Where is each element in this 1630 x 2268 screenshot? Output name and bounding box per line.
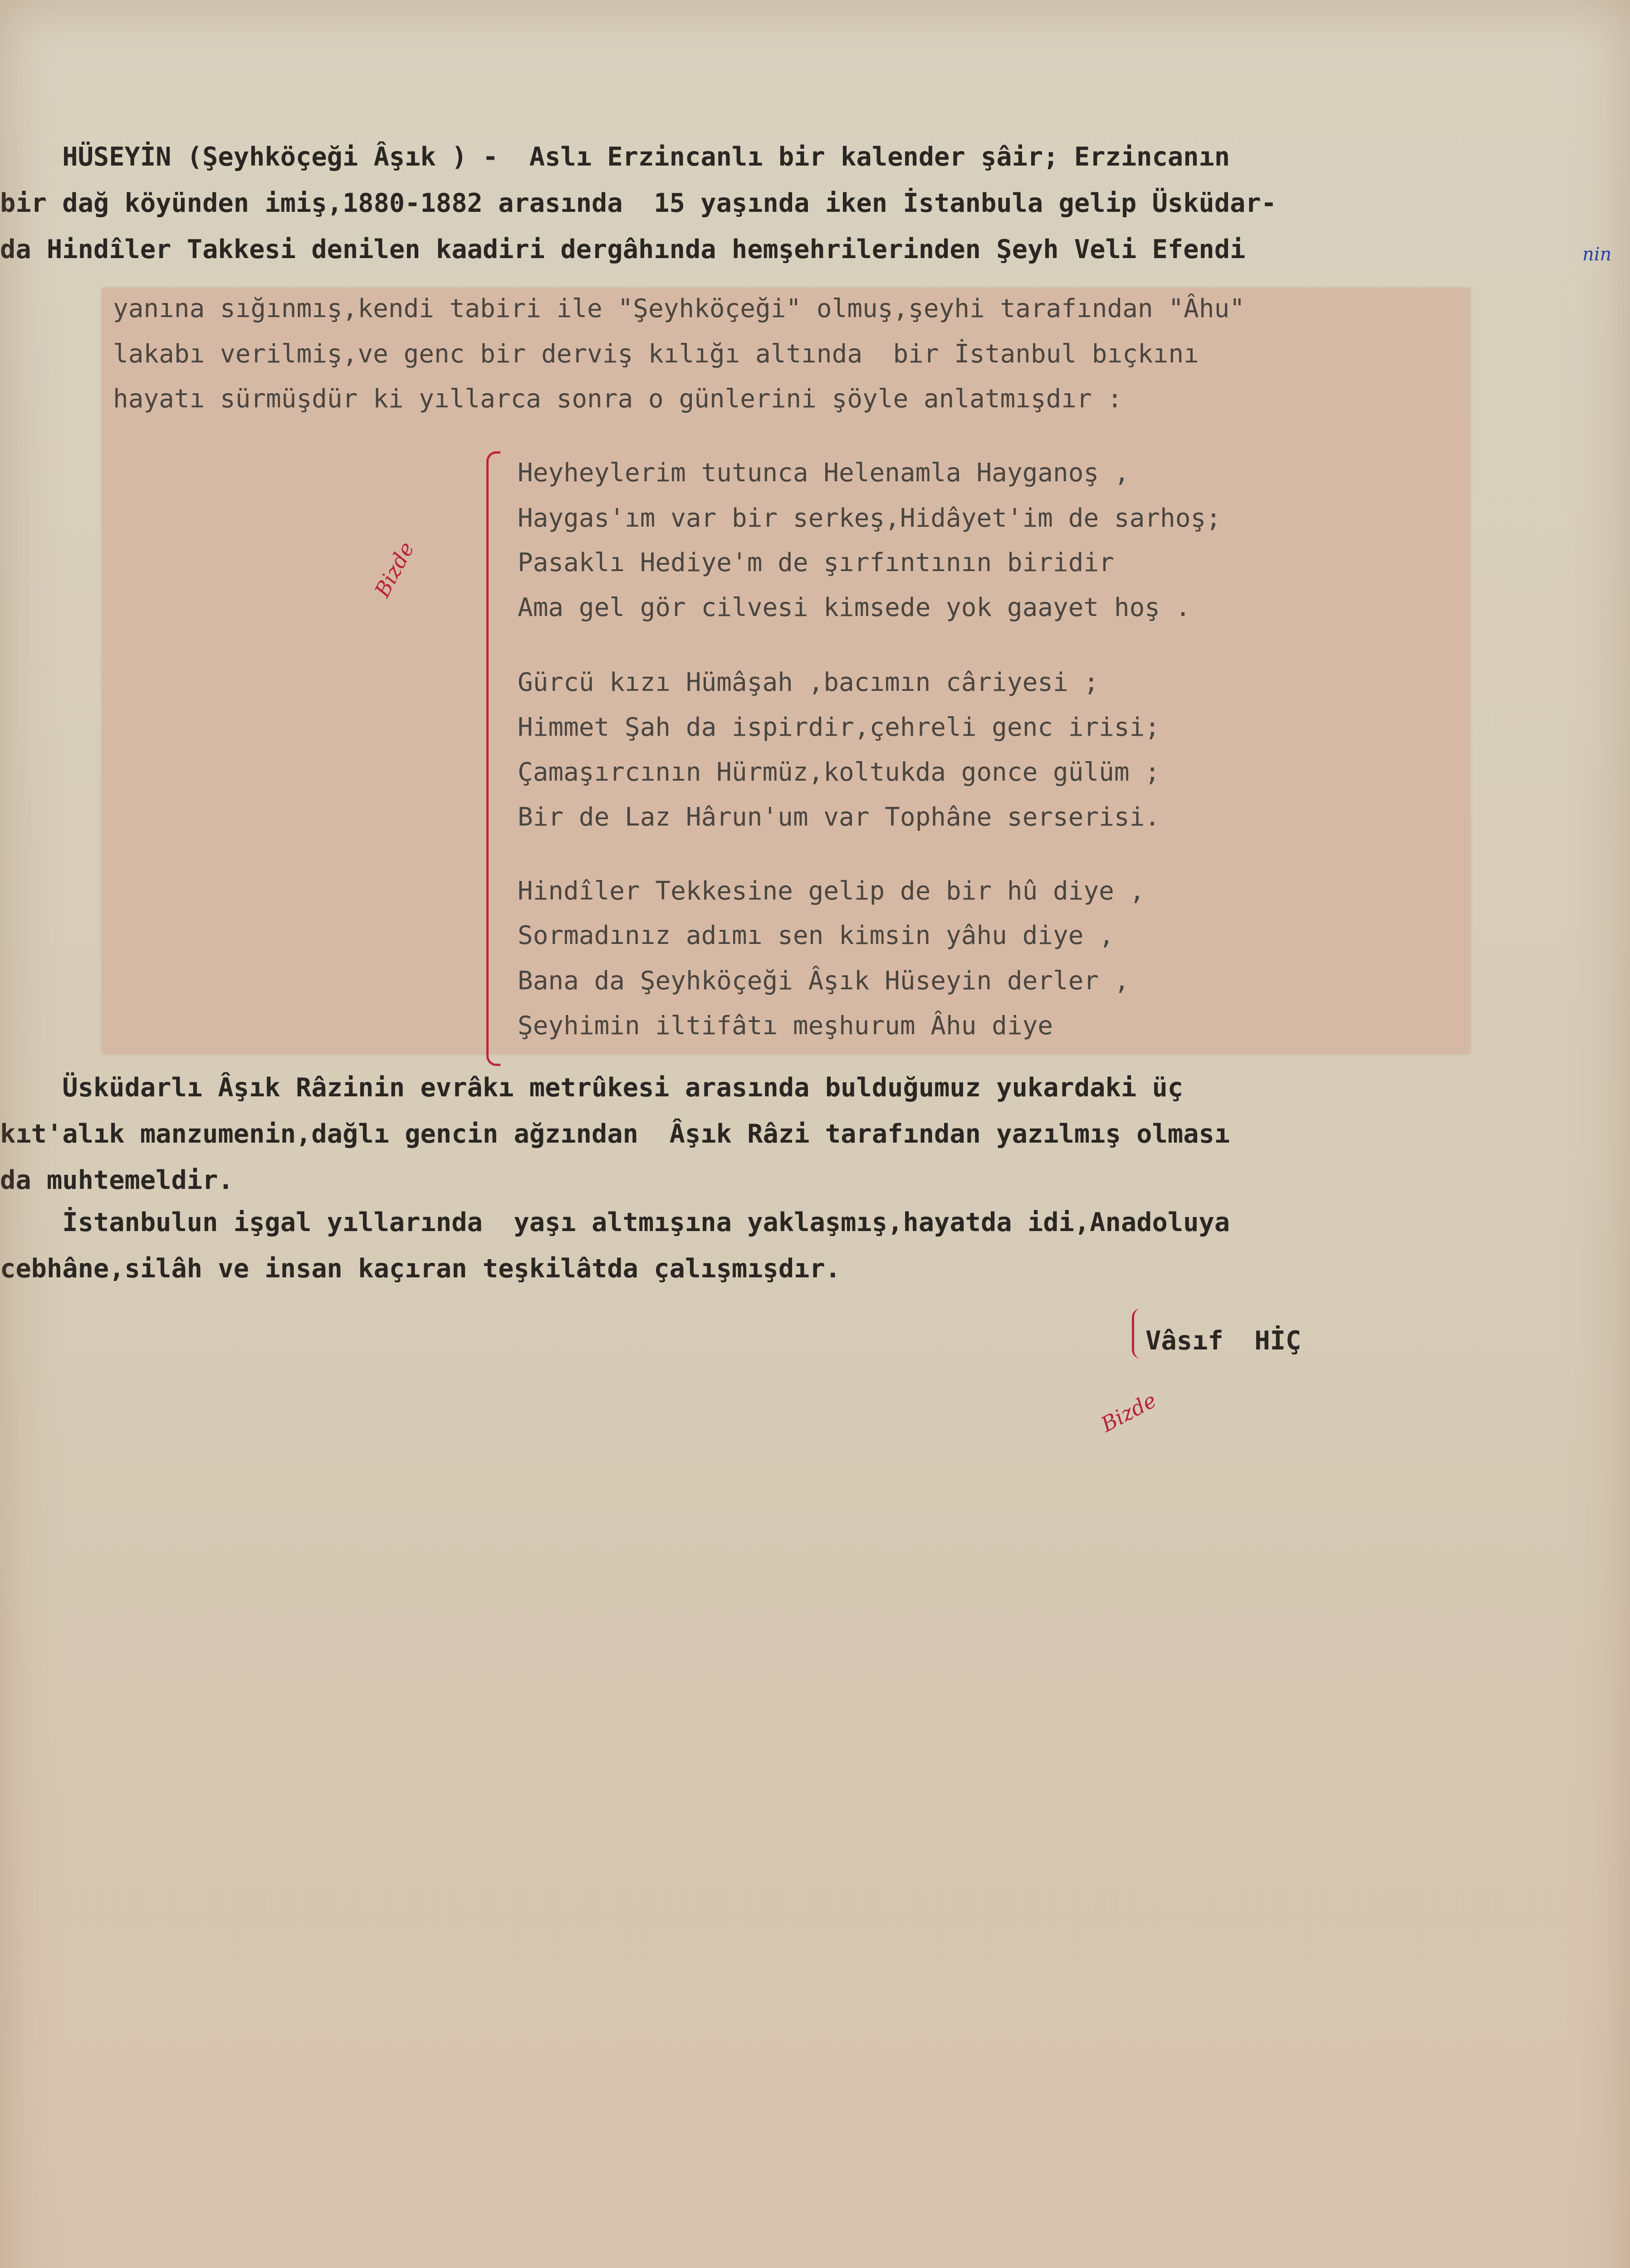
pasted-clipping [102,288,1470,1054]
paragraph-1-line-2: bir dağ köyünden imiş,1880-1882 arasında 15 yaşında iken İstanbula gelip Üsküdar- [0,188,1277,218]
clipping-prose-line-2: lakabı verilmiş,ve genc bir derviş kılığı altında bir İstanbul bıçkını [113,339,1199,369]
clipping-prose-line-3: hayatı sürmüşdür ki yıllarca sonra o günlerini şöyle anlatmışdır : [113,384,1123,414]
paragraph-3-line-2: cebhâne,silâh ve insan kaçıran teşkilâtda çalışmışdır. [0,1254,841,1284]
stanza-2-line-4: Bir de Laz Hârun'um var Tophâne serserisi. [518,802,1160,832]
paragraph-2-line-2: kıt'alık manzumenin,dağlı gencin ağzından Âşık Râzi tarafından yazılmış olması [0,1119,1230,1149]
signature-note: Bizde [1097,1388,1160,1437]
paragraph-3-line-1: İstanbulun işgal yıllarında yaşı altmışına yaklaşmış,hayatda idi,Anadoluya [0,1207,1230,1237]
stanza-2-line-2: Himmet Şah da ispirdir,çehreli genc irisi; [518,713,1160,742]
signature-bracket [1132,1309,1141,1359]
stanza-2-line-3: Çamaşırcının Hürmüz,koltukda gonce gülüm ; [518,758,1160,787]
paragraph-1-line-3: da Hindîler Takkesi denilen kaadiri dergâhında hemşehrilerinden Şeyh Veli Efendi [0,235,1246,264]
paragraph-2-line-1: Üsküdarlı Âşık Râzinin evrâkı metrûkesi arasında bulduğumuz yukardaki üç [0,1073,1184,1103]
red-margin-note: Bizde [370,538,419,601]
paragraph-2-line-3: da muhtemeldir. [0,1165,234,1195]
stanza-1-line-2: Haygas'ım var bir serkeş,Hidâyet'im de sarhoş; [518,503,1221,533]
stanza-1-line-1: Heyheylerim tutunca Helenamla Hayganoş , [518,458,1130,488]
red-pencil-bracket [486,451,500,1066]
stanza-1-line-4: Ama gel gör cilvesi kimsede yok gaayet hoş . [518,593,1191,622]
stanza-3-line-3: Bana da Şeyhköçeği Âşık Hüseyin derler , [518,966,1130,996]
stanza-3-line-4: Şeyhimin iltifâtı meşhurum Âhu diye [518,1011,1053,1041]
stanza-3-line-1: Hindîler Tekkesine gelip de bir hû diye , [518,876,1145,906]
margin-pen-note: nin [1582,244,1612,265]
stanza-3-line-2: Sormadınız adımı sen kimsin yâhu diye , [518,921,1114,950]
signature: Vâsıf HİÇ [1145,1326,1302,1356]
stanza-1-line-3: Pasaklı Hediye'm de şırfıntının biridir [518,548,1114,577]
stanza-2-line-1: Gürcü kızı Hümâşah ,bacımın câriyesi ; [518,668,1099,697]
clipping-prose-line-1: yanına sığınmış,kendi tabiri ile "Şeyhköçeği" olmuş,şeyhi tarafından "Âhu" [113,294,1245,323]
paragraph-1-line-1: HÜSEYİN (Şeyhköçeği Âşık ) - Aslı Erzincanlı bir kalender şâir; Erzincanın [0,142,1230,172]
